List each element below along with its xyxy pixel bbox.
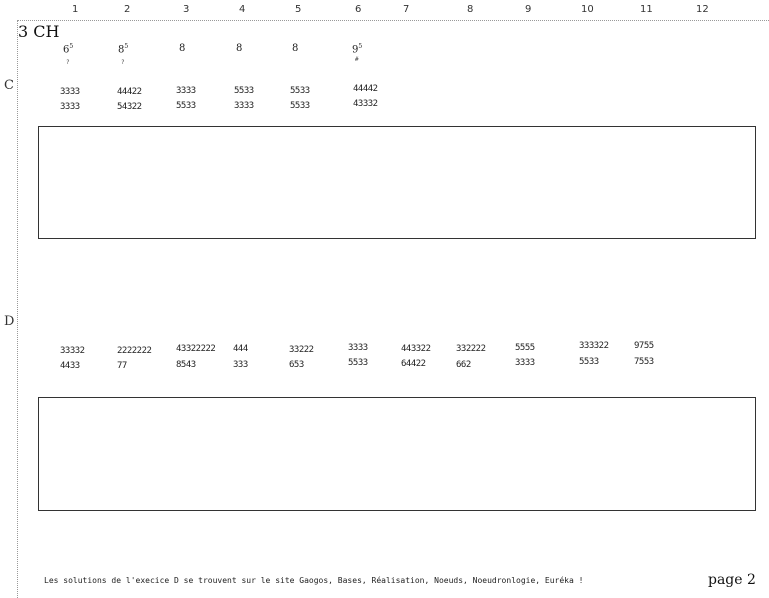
left-dotted-rule — [17, 20, 18, 598]
chord-symbol: $9^5$ — [352, 43, 363, 56]
fingering-bottom: 3333 — [234, 101, 254, 111]
fingering-top: 5533 — [290, 86, 310, 96]
fingering-top: 9755 — [634, 341, 654, 351]
fingering-top: 2222222 — [117, 346, 152, 356]
fingering-bottom: 77 — [117, 361, 127, 371]
page-title: 3 CH — [18, 22, 60, 41]
column-number: 7 — [403, 4, 410, 15]
column-number: 8 — [467, 4, 474, 15]
fingering-bottom: 653 — [289, 360, 304, 370]
fingering-bottom: 3333 — [515, 358, 535, 368]
fingering-bottom: 5533 — [290, 101, 310, 111]
fingering-top: 43322222 — [176, 344, 216, 354]
fingering-top: 3333 — [176, 86, 196, 96]
fingering-top: 33222 — [289, 345, 314, 355]
fingering-bottom: 64422 — [401, 359, 426, 369]
fingering-bottom: 5533 — [176, 101, 196, 111]
column-number: 11 — [640, 4, 653, 15]
fingering-top: 33332 — [60, 346, 85, 356]
top-dotted-rule — [18, 20, 769, 21]
section-c-letter: C — [4, 78, 14, 93]
column-number: 5 — [295, 4, 302, 15]
chord-symbol: $8^5$ — [118, 43, 129, 56]
column-number: 6 — [355, 4, 362, 15]
column-number: 3 — [183, 4, 190, 15]
fingering-top: 332222 — [456, 344, 486, 354]
fingering-top: 443322 — [401, 344, 431, 354]
fingering-top: 44442 — [353, 84, 378, 94]
fingering-top: 444 — [233, 344, 248, 354]
chord-mark: ? — [66, 59, 70, 66]
answer-box-d[interactable] — [38, 397, 756, 511]
fingering-bottom: 5533 — [348, 358, 368, 368]
fingering-bottom: 8543 — [176, 360, 196, 370]
fingering-bottom: 5533 — [579, 357, 599, 367]
fingering-bottom: 43332 — [353, 99, 378, 109]
fingering-top: 44422 — [117, 87, 142, 97]
fingering-bottom: 4433 — [60, 361, 80, 371]
fingering-bottom: 3333 — [60, 102, 80, 112]
chord-symbol: $6^5$ — [63, 43, 74, 56]
column-number: 9 — [525, 4, 532, 15]
column-number: 10 — [581, 4, 594, 15]
fingering-top: 333322 — [579, 341, 609, 351]
column-number: 1 — [72, 4, 79, 15]
footer-note: Les solutions de l'execice D se trouvent sur le site Gaogos, Bases, Réalisation, Noeuds, Noeudronlogie, Euréka ! — [44, 576, 584, 585]
chord-mark: # — [355, 56, 359, 63]
fingering-top: 5533 — [234, 86, 254, 96]
chord-symbol: 8 — [292, 43, 299, 54]
fingering-top: 5555 — [515, 343, 535, 353]
column-number: 2 — [124, 4, 131, 15]
fingering-top: 3333 — [348, 343, 368, 353]
fingering-bottom: 333 — [233, 360, 248, 370]
fingering-bottom: 7553 — [634, 357, 654, 367]
chord-mark: ? — [121, 59, 125, 66]
section-d-letter: D — [4, 314, 15, 329]
chord-symbol: 8 — [179, 43, 186, 54]
column-number: 12 — [696, 4, 709, 15]
chord-symbol: 8 — [236, 43, 243, 54]
fingering-bottom: 54322 — [117, 102, 142, 112]
column-number: 4 — [239, 4, 246, 15]
answer-box-c[interactable] — [38, 126, 756, 239]
fingering-bottom: 662 — [456, 360, 471, 370]
page-number: page 2 — [708, 572, 756, 588]
fingering-top: 3333 — [60, 87, 80, 97]
